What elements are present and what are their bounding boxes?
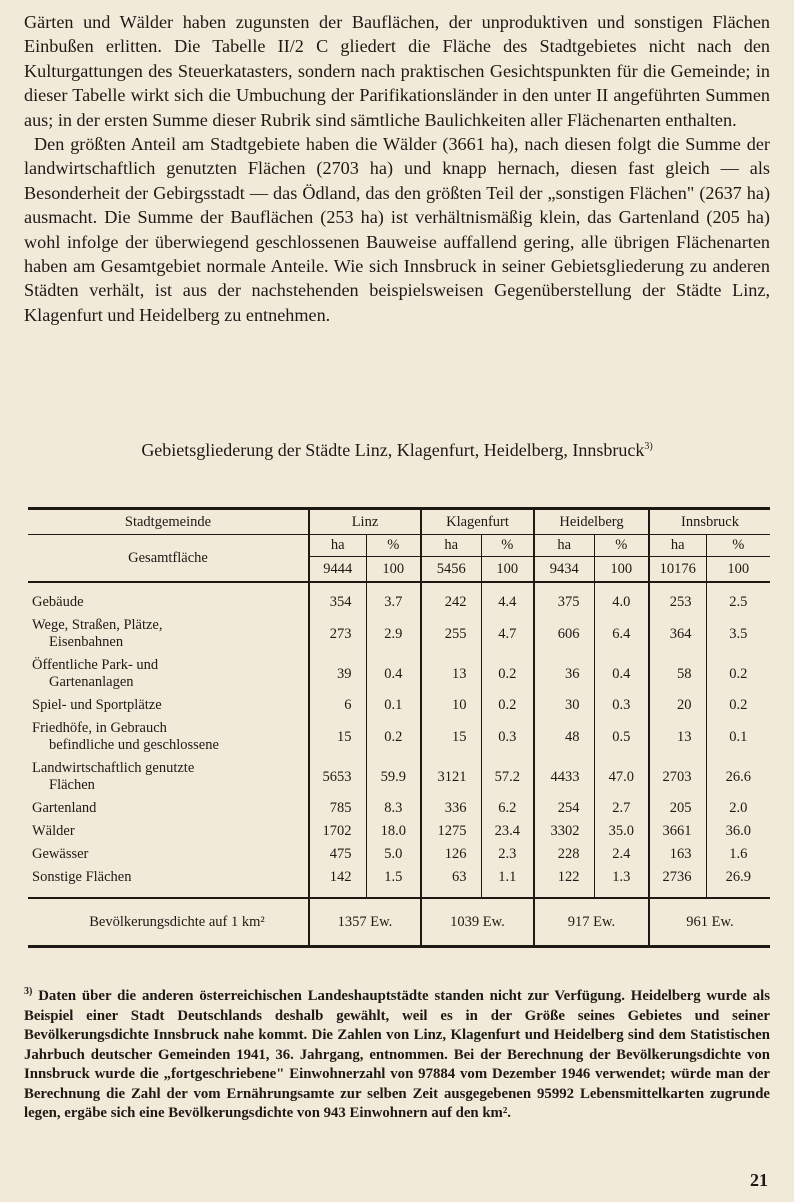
cell-ha: 63 bbox=[421, 866, 481, 889]
unit-pct: % bbox=[594, 535, 649, 557]
row-label bbox=[28, 866, 309, 889]
header-stadtgemeinde: Stadtgemeinde bbox=[28, 509, 309, 535]
cell-pct: 47.0 bbox=[594, 757, 649, 797]
cell-pct: 0.2 bbox=[481, 654, 534, 694]
row-label bbox=[28, 654, 309, 694]
cell-ha: 36 bbox=[534, 654, 594, 694]
body-paragraph-2: Den größten Anteil am Stadtgebiete haben die Wälder (3661 ha), nach diesen folgt die Summe der landwirtschaftlich genutzten Flächen (2703 ha) und knapp hernach, diesen fast gleich — als Besonderheit der Gebirgsstadt — das Ödland, das den größten Teil der „sonstigen Flächen" (2637 ha) ausmacht. Die Summe der Bauflächen (253 ha) ist verhältnismäßig klein, das Gartenland (205 ha) wohl infolge der überwiegend geschlossenen Bauweise auffallend gering, alle übrigen Flächenarten haben am Gesamtgebiet normale Anteile. Wie sich Innsbruck in seiner Gebietsgliederung zu anderen Städten verhält, ist aus der nachstehenden beispielsweisen Gegenüberstellung der Städte Linz, Klagenfurt und Heidelberg zu entnehmen. bbox=[24, 134, 770, 325]
cell-pct: 36.0 bbox=[706, 820, 770, 843]
footnote-marker: 3) bbox=[24, 986, 33, 997]
cell-pct: 26.6 bbox=[706, 757, 770, 797]
cell-pct: 2.7 bbox=[594, 797, 649, 820]
page-number: 21 bbox=[750, 1170, 768, 1190]
cell-ha: 205 bbox=[649, 797, 706, 820]
cell-ha: 39 bbox=[309, 654, 366, 694]
cell-ha: 10 bbox=[421, 694, 481, 717]
table-unit-row bbox=[28, 535, 770, 557]
cell-pct: 59.9 bbox=[366, 757, 421, 797]
cell-pct: 4.7 bbox=[481, 614, 534, 654]
row-label-line: Gewässer bbox=[32, 846, 89, 862]
row-label-line: befindliche und geschlossene bbox=[49, 737, 219, 753]
table-row bbox=[28, 654, 770, 694]
total-pct-klagenfurt: 100 bbox=[481, 557, 534, 583]
row-label-line: Wälder bbox=[32, 823, 75, 839]
unit-ha: ha bbox=[309, 535, 366, 557]
row-label-line: Wege, Straßen, Plätze, bbox=[32, 617, 163, 633]
table-row bbox=[28, 797, 770, 820]
cell-ha: 253 bbox=[649, 591, 706, 614]
table-row bbox=[28, 757, 770, 797]
header-city-innsbruck: Innsbruck bbox=[649, 509, 770, 535]
density-klagenfurt: 1039 Ew. bbox=[421, 898, 534, 947]
table-title-footnote-ref: 3) bbox=[644, 441, 653, 452]
density-heidelberg: 917 Ew. bbox=[534, 898, 649, 947]
cell-ha: 20 bbox=[649, 694, 706, 717]
body-paragraph-1: Gärten und Wälder haben zugunsten der Bauflächen, der unproduktiven und sonstigen Flächen Einbußen erlitten. Die Tabelle II/2 C gliedert die Fläche des Stadtgebietes nicht nach den Kulturgattungen des Steuerkatasters, sondern nach praktischen Gesichtspunkten für die Gemeinde; in dieser Tabelle wirkt sich die Umbuchung der Parifikationsländer in den unter II angeführten Summen aus; in der ersten Summe dieser Rubrik sind sämtliche Baulichkeiten aller Flächenarten enthalten. bbox=[24, 12, 770, 130]
cell-ha: 15 bbox=[421, 717, 481, 757]
cell-ha: 122 bbox=[534, 866, 594, 889]
total-ha-klagenfurt: 5456 bbox=[421, 557, 481, 583]
table-row bbox=[28, 614, 770, 654]
total-ha-linz: 9444 bbox=[309, 557, 366, 583]
row-label bbox=[28, 820, 309, 843]
footnote-text: Daten über die anderen österreichischen Landeshauptstädte standen nicht zur Verfügung. Heidelberg wurde als Beispiel einer Stadt Deutschlands deshalb gewählt, weil es in der Größe seines Gebietes und seiner Bevölkerungsdichte Innsbruck nahe kommt. Die Zahlen von Linz, Klagenfurt und Heidelberg sind dem Statistischen Jahrbuch deutscher Gemeinden 1941, 36. Jahrgang, entnommen. Bei der Berechnung der Bevölkerungsdichte von Innsbruck wurde die „fortgeschriebene" Einwohnerzahl von 97884 vom Dezember 1946 verwendet; würde man der Berechnung die Zahl der vom Ernährungsamte zur selben Zeit ausgegebenen 95992 Lebensmittelkarten zugrunde legen, ergäbe sich eine Bevölkerungsdichte von 943 Einwohnern auf den km². bbox=[24, 987, 770, 1122]
unit-ha: ha bbox=[649, 535, 706, 557]
cell-ha: 5653 bbox=[309, 757, 366, 797]
row-label-line: Öffentliche Park- und bbox=[32, 657, 159, 673]
unit-pct: % bbox=[366, 535, 421, 557]
cell-ha: 13 bbox=[421, 654, 481, 694]
cell-pct: 0.1 bbox=[366, 694, 421, 717]
cell-pct: 0.1 bbox=[706, 717, 770, 757]
cell-ha: 3302 bbox=[534, 820, 594, 843]
cell-ha: 364 bbox=[649, 614, 706, 654]
density-linz: 1357 Ew. bbox=[309, 898, 421, 947]
density-innsbruck: 961 Ew. bbox=[649, 898, 770, 947]
row-label bbox=[28, 843, 309, 866]
table-header-row bbox=[28, 509, 770, 535]
cell-ha: 30 bbox=[534, 694, 594, 717]
cell-pct: 18.0 bbox=[366, 820, 421, 843]
cell-ha: 254 bbox=[534, 797, 594, 820]
unit-ha: ha bbox=[421, 535, 481, 557]
cell-ha: 336 bbox=[421, 797, 481, 820]
cell-pct: 0.2 bbox=[706, 694, 770, 717]
cell-pct: 1.3 bbox=[594, 866, 649, 889]
cell-ha: 3661 bbox=[649, 820, 706, 843]
row-label bbox=[28, 694, 309, 717]
cell-pct: 3.7 bbox=[366, 591, 421, 614]
cell-ha: 242 bbox=[421, 591, 481, 614]
row-label bbox=[28, 797, 309, 820]
cell-ha: 375 bbox=[534, 591, 594, 614]
table-row bbox=[28, 843, 770, 866]
cell-pct: 8.3 bbox=[366, 797, 421, 820]
row-label-line: Eisenbahnen bbox=[49, 634, 124, 650]
cell-ha: 4433 bbox=[534, 757, 594, 797]
table-row bbox=[28, 820, 770, 843]
area-table bbox=[28, 507, 770, 948]
total-ha-heidelberg: 9434 bbox=[534, 557, 594, 583]
table-row bbox=[28, 866, 770, 889]
row-label-line: Flächen bbox=[49, 777, 95, 793]
cell-ha: 13 bbox=[649, 717, 706, 757]
header-city-linz: Linz bbox=[309, 509, 421, 535]
row-label-line: Gartenanlagen bbox=[49, 674, 134, 690]
cell-ha: 1702 bbox=[309, 820, 366, 843]
cell-ha: 2703 bbox=[649, 757, 706, 797]
table-body bbox=[28, 591, 770, 889]
unit-pct: % bbox=[706, 535, 770, 557]
row-label-line: Gartenland bbox=[32, 800, 97, 816]
cell-pct: 0.2 bbox=[481, 694, 534, 717]
cell-ha: 475 bbox=[309, 843, 366, 866]
row-label bbox=[28, 591, 309, 614]
cell-pct: 26.9 bbox=[706, 866, 770, 889]
cell-ha: 354 bbox=[309, 591, 366, 614]
cell-ha: 606 bbox=[534, 614, 594, 654]
cell-pct: 0.5 bbox=[594, 717, 649, 757]
cell-ha: 15 bbox=[309, 717, 366, 757]
unit-pct: % bbox=[481, 535, 534, 557]
table-title-text: Gebietsgliederung der Städte Linz, Klagenfurt, Heidelberg, Innsbruck bbox=[141, 440, 645, 460]
cell-pct: 0.2 bbox=[706, 654, 770, 694]
table-row bbox=[28, 694, 770, 717]
table-spacer bbox=[28, 582, 770, 591]
cell-ha: 48 bbox=[534, 717, 594, 757]
density-label: Bevölkerungsdichte auf 1 km² bbox=[89, 913, 265, 930]
table-row bbox=[28, 591, 770, 614]
cell-pct: 23.4 bbox=[481, 820, 534, 843]
cell-pct: 3.5 bbox=[706, 614, 770, 654]
row-label-line: Sonstige Flächen bbox=[32, 869, 132, 885]
cell-ha: 163 bbox=[649, 843, 706, 866]
header-city-heidelberg: Heidelberg bbox=[534, 509, 649, 535]
row-label-line: Landwirtschaftlich genutzte bbox=[32, 760, 195, 776]
cell-ha: 3121 bbox=[421, 757, 481, 797]
cell-pct: 57.2 bbox=[481, 757, 534, 797]
total-ha-innsbruck: 10176 bbox=[649, 557, 706, 583]
cell-pct: 2.5 bbox=[706, 591, 770, 614]
cell-pct: 2.0 bbox=[706, 797, 770, 820]
footnote bbox=[24, 982, 770, 1124]
cell-pct: 1.6 bbox=[706, 843, 770, 866]
cell-pct: 35.0 bbox=[594, 820, 649, 843]
cell-ha: 126 bbox=[421, 843, 481, 866]
header-gesamtflaeche: Gesamtfläche bbox=[28, 535, 309, 583]
cell-pct: 0.2 bbox=[366, 717, 421, 757]
cell-ha: 2736 bbox=[649, 866, 706, 889]
table-spacer bbox=[28, 889, 770, 898]
cell-ha: 228 bbox=[534, 843, 594, 866]
total-pct-heidelberg: 100 bbox=[594, 557, 649, 583]
row-label-line: Friedhöfe, in Gebrauch bbox=[32, 720, 167, 736]
cell-ha: 142 bbox=[309, 866, 366, 889]
row-label-line: Gebäude bbox=[32, 594, 84, 610]
cell-ha: 255 bbox=[421, 614, 481, 654]
page bbox=[24, 10, 770, 1190]
cell-pct: 1.5 bbox=[366, 866, 421, 889]
row-label bbox=[28, 757, 309, 797]
row-label bbox=[28, 717, 309, 757]
total-pct-innsbruck: 100 bbox=[706, 557, 770, 583]
total-pct-linz: 100 bbox=[366, 557, 421, 583]
cell-pct: 2.9 bbox=[366, 614, 421, 654]
cell-pct: 4.0 bbox=[594, 591, 649, 614]
cell-ha: 785 bbox=[309, 797, 366, 820]
unit-ha: ha bbox=[534, 535, 594, 557]
cell-ha: 58 bbox=[649, 654, 706, 694]
row-label-line: Spiel- und Sportplätze bbox=[32, 697, 162, 713]
cell-pct: 1.1 bbox=[481, 866, 534, 889]
cell-pct: 0.4 bbox=[594, 654, 649, 694]
header-city-klagenfurt: Klagenfurt bbox=[421, 509, 534, 535]
cell-ha: 1275 bbox=[421, 820, 481, 843]
cell-pct: 0.3 bbox=[481, 717, 534, 757]
cell-pct: 0.3 bbox=[594, 694, 649, 717]
cell-pct: 6.2 bbox=[481, 797, 534, 820]
cell-pct: 4.4 bbox=[481, 591, 534, 614]
density-row bbox=[28, 898, 770, 947]
cell-pct: 5.0 bbox=[366, 843, 421, 866]
table-title bbox=[24, 440, 770, 461]
table-row bbox=[28, 717, 770, 757]
cell-pct: 2.4 bbox=[594, 843, 649, 866]
cell-pct: 6.4 bbox=[594, 614, 649, 654]
cell-pct: 2.3 bbox=[481, 843, 534, 866]
row-label bbox=[28, 614, 309, 654]
cell-ha: 273 bbox=[309, 614, 366, 654]
cell-ha: 6 bbox=[309, 694, 366, 717]
cell-pct: 0.4 bbox=[366, 654, 421, 694]
